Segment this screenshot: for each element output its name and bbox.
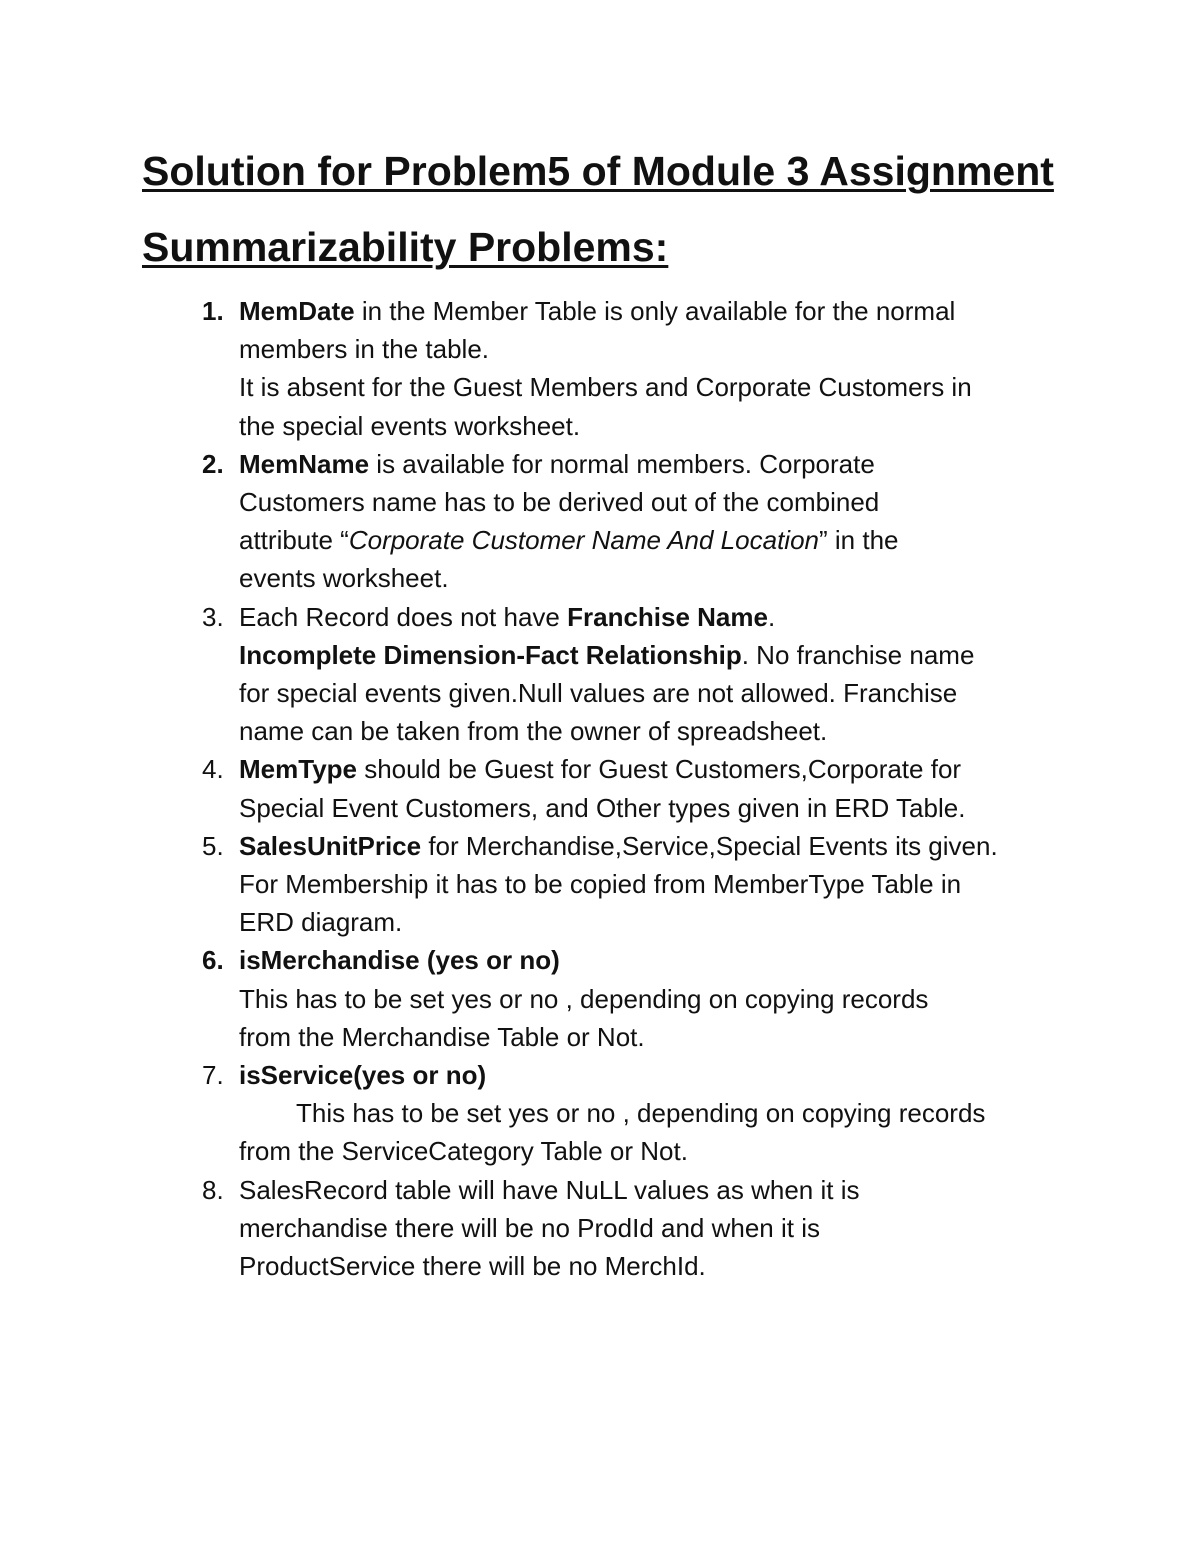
list-line: [239, 1056, 1080, 1094]
section-heading: Summarizability Problems:: [142, 224, 669, 270]
list-number: 4.: [202, 754, 224, 785]
list-line: ProductService there will be no MerchId.: [239, 1251, 706, 1282]
text: should be Guest for Guest Customers,Corporate for: [357, 754, 962, 785]
term: Incomplete Dimension-Fact Relationship: [239, 639, 742, 670]
list-line: [239, 521, 1080, 559]
list-line: SalesRecord table will have NuLL values as when it is: [239, 1174, 860, 1205]
list-item-8: [0, 1171, 1200, 1286]
list-line: [239, 636, 1080, 674]
list-line: [239, 292, 1080, 330]
list-number: 7.: [202, 1060, 224, 1091]
list-line: [239, 598, 1080, 636]
list-line: Special Event Customers, and Other types given in ERD Table.: [239, 792, 966, 823]
list-line: [239, 445, 1080, 483]
list-line: Customers name has to be derived out of the combined: [239, 487, 880, 518]
list-line: from the Merchandise Table or Not.: [239, 1021, 645, 1052]
term: MemName: [239, 448, 370, 479]
list-line: from the ServiceCategory Table or Not.: [239, 1136, 688, 1167]
list-number: 3.: [202, 601, 224, 632]
term: MemDate: [239, 296, 355, 326]
list-item-5: [0, 827, 1200, 942]
term: MemType: [239, 754, 357, 785]
list-line: members in the table.: [239, 334, 490, 365]
list-line: This has to be set yes or no , depending on copying records: [296, 1098, 986, 1129]
term: isService(yes or no): [239, 1060, 487, 1091]
problem-list: [0, 292, 1200, 1285]
list-line: for special events given.Null values are not allowed. Franchise: [239, 678, 958, 709]
list-number: 8.: [202, 1174, 224, 1205]
list-line: merchandise there will be no ProdId and when it is: [239, 1212, 820, 1243]
list-line: ERD diagram.: [239, 907, 403, 938]
list-line: [239, 827, 1080, 865]
text: in the Member Table is only available for the normal: [354, 296, 956, 326]
text: .: [767, 601, 776, 632]
list-number: 2.: [202, 448, 224, 479]
list-line: [239, 750, 1080, 788]
term: SalesUnitPrice: [239, 830, 422, 861]
list-item-2: [0, 445, 1200, 598]
list-line: [239, 941, 1080, 979]
text: Each Record does not have: [239, 601, 568, 632]
text: . No franchise name: [741, 639, 975, 670]
list-line: For Membership it has to be copied from MemberType Table in: [239, 869, 962, 900]
text: is available for normal members. Corporate: [369, 448, 875, 479]
text: ” in the: [819, 525, 899, 556]
list-line: the special events worksheet.: [239, 410, 581, 441]
list-number: 5.: [202, 830, 224, 861]
term: Franchise Name: [567, 601, 768, 632]
list-item-6: [0, 941, 1200, 1056]
text: attribute “: [239, 525, 349, 556]
italic-term: Corporate Customer Name And Location: [348, 525, 819, 556]
list-line: name can be taken from the owner of spreadsheet.: [239, 716, 828, 747]
list-number: 1.: [202, 296, 224, 326]
list-line: events worksheet.: [239, 563, 449, 594]
list-item-7: [0, 1056, 1200, 1171]
document-title: Solution for Problem5 of Module 3 Assignment: [142, 148, 1054, 194]
list-item-1: [0, 292, 1200, 445]
list-number: 6.: [202, 945, 224, 976]
list-line: This has to be set yes or no , depending on copying records: [239, 983, 929, 1014]
text: for Merchandise,Service,Special Events its given.: [421, 830, 998, 861]
list-item-3: [0, 598, 1200, 751]
term: isMerchandise (yes or no): [239, 945, 560, 976]
list-item-4: [0, 750, 1200, 826]
list-line: It is absent for the Guest Members and Corporate Customers in: [239, 372, 972, 403]
